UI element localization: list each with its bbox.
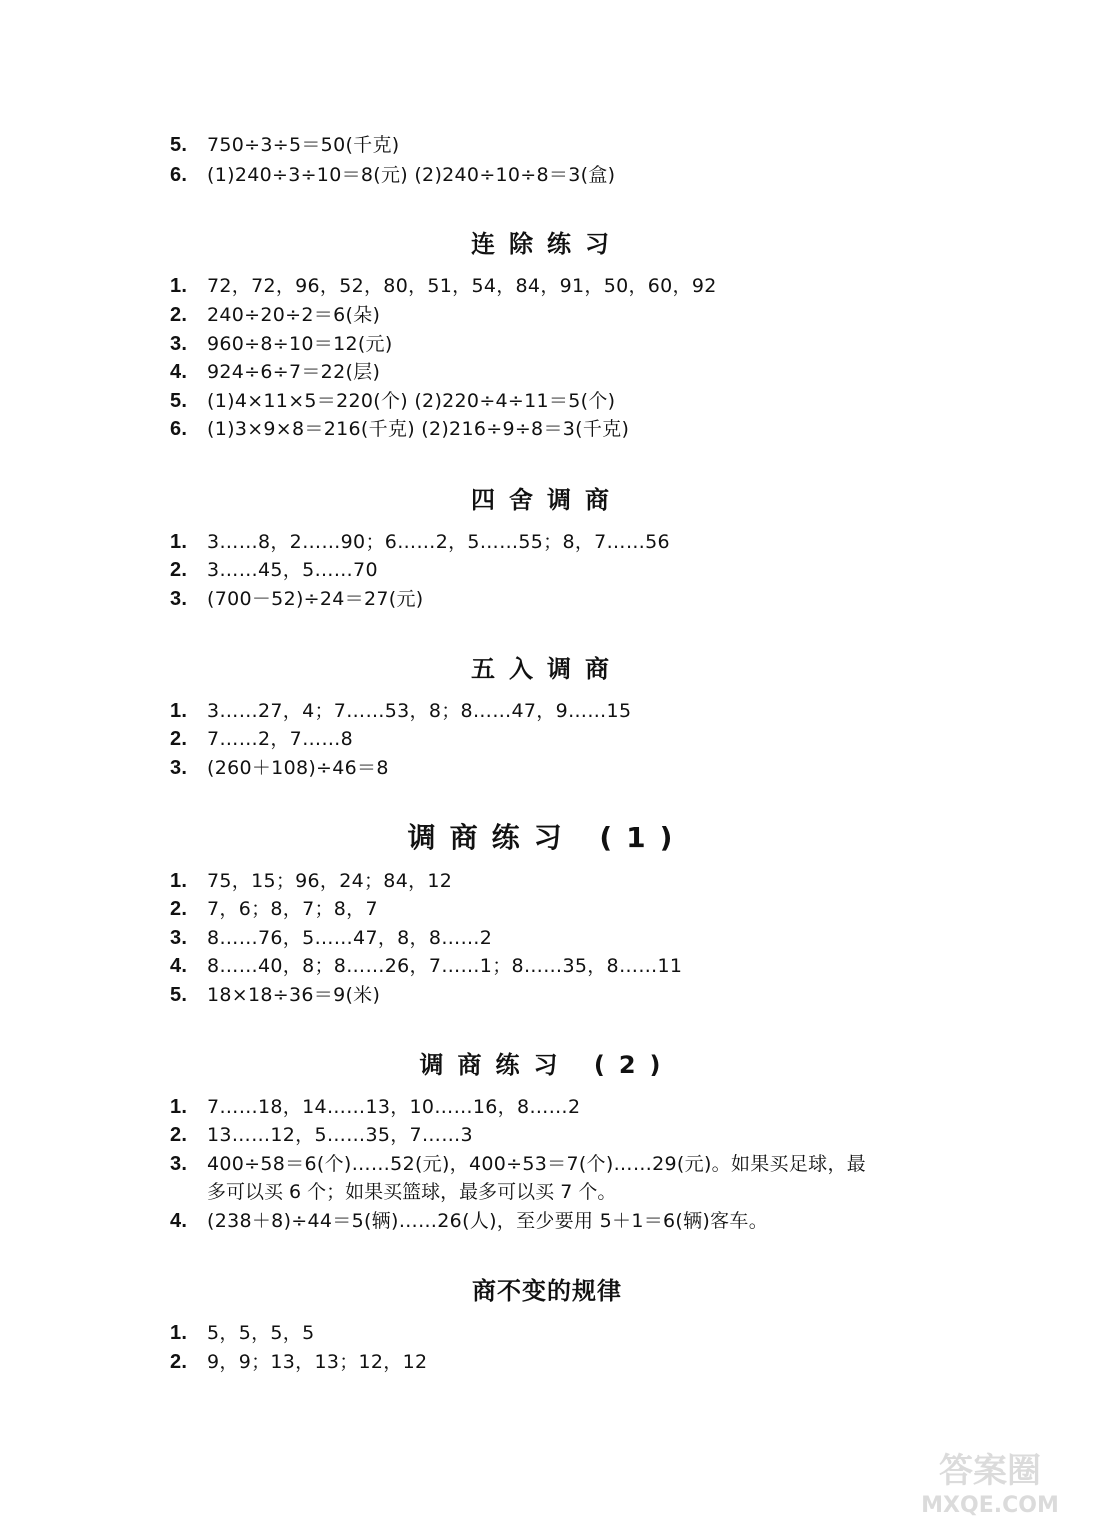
section-title: 连除练习	[471, 230, 623, 258]
answer-line-continuation: 多可以买 6 个；如果买篮球，最多可以买 7 个。	[207, 1181, 617, 1203]
answer-line: 5. (1)4×11×5＝220(个) (2)220÷4÷11＝5(个)	[170, 390, 616, 412]
answer-line: 2. 7，6；8，7；8，7	[170, 898, 378, 920]
answer-line: 4. (238＋8)÷44＝5(辆)……26(人)，至少要用 5＋1＝6(辆)客车。	[170, 1210, 769, 1232]
answer-line: 4. 924÷6÷7＝22(层)	[170, 361, 381, 383]
answer-line: 2. 7……2，7……8	[170, 728, 354, 750]
watermark-logo	[910, 1442, 1070, 1522]
answer-line: 6. (1)240÷3÷10＝8(元) (2)240÷10÷8＝3(盒)	[170, 164, 616, 186]
section-title: 调商练习 (2)	[419, 1051, 675, 1079]
answer-line: 4. 8……40，8；8……26，7……1；8……35，8……11	[170, 955, 683, 977]
answer-line: 1. 72，72，96，52，80，51，54，84，91，50，60，92	[170, 275, 717, 297]
answer-line: 1. 3……27，4；7……53，8；8……47，9……15	[170, 700, 632, 722]
answer-line: 2. 9，9；13，13；12，12	[170, 1351, 428, 1373]
answer-line: 2. 240÷20÷2＝6(朵)	[170, 304, 381, 326]
answer-line: 1. 3……8，2……90；6……2，5……55；8，7……56	[170, 531, 670, 553]
svg-text:答案圈: 答案圈	[939, 1451, 1041, 1491]
answer-line: 3. 400÷58＝6(个)……52(元)，400÷53＝7(个)……29(元)。如果买足球，最	[170, 1153, 867, 1175]
answer-line: 2. 13……12，5……35，7……3	[170, 1124, 473, 1146]
answer-line: 3. (260＋108)÷46＝8	[170, 757, 389, 779]
answer-line: 6. (1)3×9×8＝216(千克) (2)216÷9÷8＝3(千克)	[170, 418, 630, 440]
answer-line: 1. 7……18，14……13，10……16，8……2	[170, 1096, 581, 1118]
answer-line: 5. 18×18÷36＝9(米)	[170, 984, 381, 1006]
answer-line: 2. 3……45，5……70	[170, 559, 378, 581]
watermark-graphic	[910, 1442, 1070, 1522]
svg-text:MXQE.COM: MXQE.COM	[921, 1493, 1059, 1518]
answer-line: 3. 960÷8÷10＝12(元)	[170, 333, 393, 355]
answer-line: 1. 75，15；96，24；84，12	[170, 870, 453, 892]
section-title: 商不变的规律	[472, 1277, 622, 1305]
answer-line: 1. 5，5，5，5	[170, 1322, 315, 1344]
answer-line: 5. 750÷3÷5＝50(千克)	[170, 134, 400, 156]
section-title: 四舍调商	[471, 486, 623, 514]
answer-line: 3. (700－52)÷24＝27(元)	[170, 588, 424, 610]
answer-line: 3. 8……76，5……47，8，8……2	[170, 927, 493, 949]
section-title: 调商练习 (1)	[407, 821, 687, 854]
section-title: 五入调商	[471, 655, 623, 683]
